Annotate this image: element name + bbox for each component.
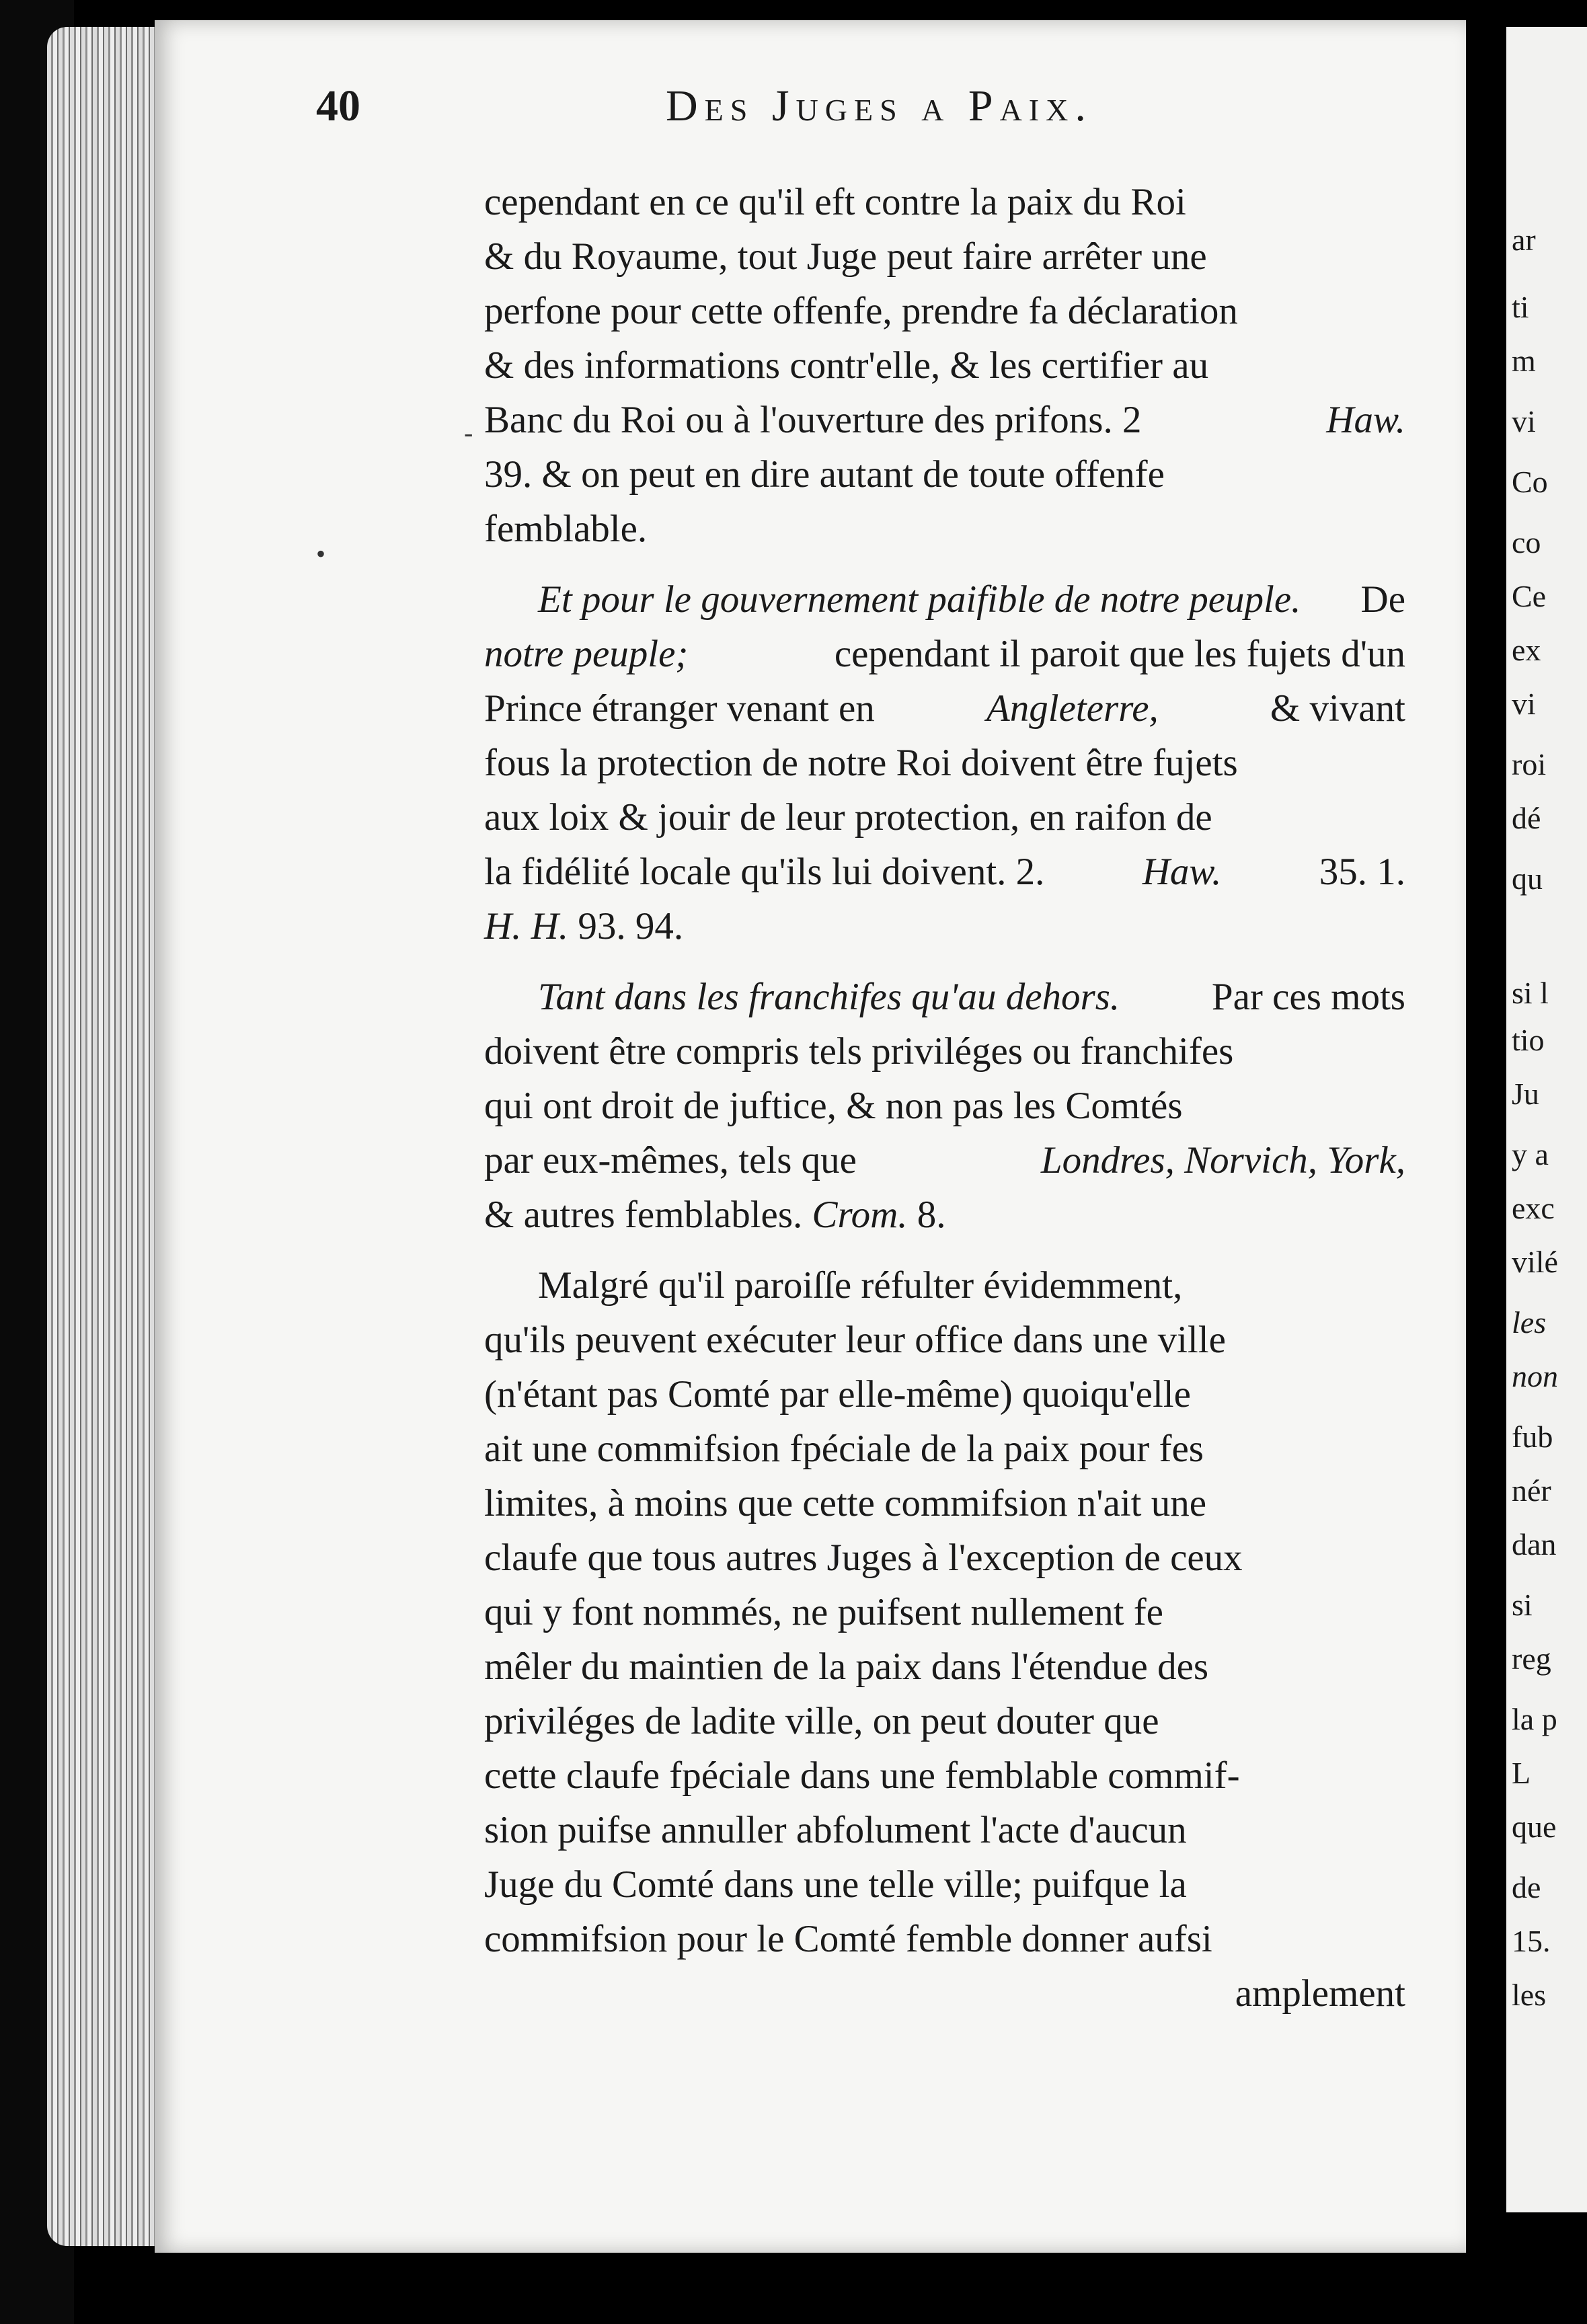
facing-page-fragment: exc xyxy=(1512,1191,1555,1225)
text-segment: par eux-mêmes, tels que xyxy=(484,1139,867,1182)
text-segment: & autres femblables. xyxy=(484,1194,812,1236)
facing-page-fragment: vilé xyxy=(1512,1245,1558,1279)
paragraph-gap xyxy=(484,556,1405,572)
body-text xyxy=(484,175,1405,2021)
facing-page-fragment: de xyxy=(1512,1870,1541,1904)
text-segment: commifsion pour le Comté femble donner aufsi xyxy=(484,1918,1212,1960)
text-segment: sion puifse annuller abfolument l'acte d'aucun xyxy=(484,1809,1187,1851)
text-line xyxy=(484,970,1405,1024)
facing-page-fragment: Ju xyxy=(1512,1077,1539,1111)
text-line xyxy=(484,1748,1405,1803)
italic-segment: Haw. xyxy=(1326,399,1405,441)
page-number: 40 xyxy=(316,81,360,130)
text-line xyxy=(484,229,1405,284)
text-line xyxy=(484,1531,1405,1585)
text-line xyxy=(484,845,1405,899)
facing-page-fragment: dan xyxy=(1512,1527,1557,1561)
text-line xyxy=(484,502,1405,556)
margin-mark: - xyxy=(464,418,473,448)
text-line xyxy=(484,1694,1405,1748)
facing-page-fragment: vi xyxy=(1512,687,1536,721)
facing-page-fragment: ar xyxy=(1512,223,1536,257)
text-segment: claufe que tous autres Juges à l'exception de ceux xyxy=(484,1537,1243,1579)
facing-page-fragment: 15. xyxy=(1512,1924,1551,1958)
facing-page-fragment: qu xyxy=(1512,861,1543,896)
text-line xyxy=(484,1966,1405,2021)
text-segment: cependant en ce qu'il eft contre la paix du Roi xyxy=(484,181,1186,223)
text-segment: Par ces mots xyxy=(1202,976,1405,1018)
facing-page-fragment: que xyxy=(1512,1810,1557,1844)
italic-segment: Londres, Norvich, York, xyxy=(1040,1139,1405,1182)
text-segment: qui ont droit de juftice, & non pas les Comtés xyxy=(484,1085,1183,1127)
text-segment: 39. & on peut en dire autant de toute offenfe xyxy=(484,453,1165,496)
facing-page-fragment: les xyxy=(1512,1978,1547,2012)
text-line xyxy=(484,393,1405,447)
text-segment: & des informations contr'elle, & les certifier au xyxy=(484,344,1209,387)
paragraph-gap xyxy=(484,1242,1405,1258)
text-segment: (n'étant pas Comté par elle-même) quoiqu'elle xyxy=(484,1373,1191,1416)
text-segment: cependant il paroit que les fujets d'un xyxy=(824,633,1405,675)
text-line xyxy=(484,1188,1405,1242)
facing-page-fragment: dé xyxy=(1512,801,1541,835)
text-line xyxy=(484,284,1405,338)
text-segment: priviléges de ladite ville, on peut douter que xyxy=(484,1700,1159,1742)
italic-segment: Et pour le gouvernement paifible de notre peuple. xyxy=(538,578,1301,621)
italic-segment: notre peuple; xyxy=(484,633,689,675)
text-segment: femblable. xyxy=(484,508,648,550)
text-line xyxy=(484,1258,1405,1313)
text-segment: qu'ils peuvent exécuter leur office dans une ville xyxy=(484,1319,1226,1361)
text-segment: aux loix & jouir de leur protection, en raifon de xyxy=(484,796,1212,839)
facing-page-fragment: la p xyxy=(1512,1702,1557,1736)
facing-page-fragment: Ce xyxy=(1512,579,1547,613)
text-segment: 35. 1. xyxy=(1309,851,1405,893)
text-line xyxy=(484,1313,1405,1367)
italic-segment: Angleterre, xyxy=(986,687,1159,730)
text-segment: la fidélité locale qu'ils lui doivent. 2. xyxy=(484,851,1054,893)
running-title: Des Juges a Paix. xyxy=(666,81,1093,130)
text-line xyxy=(484,627,1405,681)
text-line xyxy=(484,1803,1405,1857)
text-segment: & vivant xyxy=(1260,687,1405,730)
text-segment: & du Royaume, tout Juge peut faire arrêter une xyxy=(484,235,1207,278)
text-segment: De xyxy=(1351,578,1405,621)
facing-page-fragment: ti xyxy=(1512,290,1529,324)
text-line xyxy=(484,338,1405,393)
facing-page-fragment: fub xyxy=(1512,1420,1553,1454)
facing-page-fragment: y a xyxy=(1512,1137,1549,1171)
paragraph-gap xyxy=(484,954,1405,970)
facing-page-edge xyxy=(1506,27,1587,2212)
italic-segment: H. H. xyxy=(484,905,569,947)
text-line xyxy=(484,1912,1405,1966)
text-segment: perfone pour cette offenfe, prendre fa déclaration xyxy=(484,290,1238,332)
text-line xyxy=(484,1133,1405,1188)
text-line xyxy=(484,1079,1405,1133)
text-segment: Prince étranger venant en xyxy=(484,687,885,730)
italic-segment: Haw. xyxy=(1142,851,1222,893)
facing-page-fragment: si xyxy=(1512,1588,1533,1622)
margin-dot: • xyxy=(316,539,326,569)
text-segment: Malgré qu'il paroiſſe réfulter évidemment, xyxy=(538,1264,1183,1307)
text-line xyxy=(484,1639,1405,1694)
text-line xyxy=(484,790,1405,845)
text-segment: cette claufe fpéciale dans une femblable commif- xyxy=(484,1754,1240,1797)
text-line xyxy=(484,1024,1405,1079)
page-header xyxy=(316,81,1237,134)
text-segment: ait une commifsion fpéciale de la paix pour fes xyxy=(484,1428,1204,1470)
text-line xyxy=(484,1476,1405,1531)
text-segment: 93. 94. xyxy=(568,905,684,947)
facing-page-fragment: co xyxy=(1512,525,1541,559)
text-line xyxy=(484,736,1405,790)
facing-page-fragment: m xyxy=(1512,344,1536,378)
text-segment: limites, à moins que cette commifsion n'ait une xyxy=(484,1482,1207,1524)
text-segment: Banc du Roi ou à l'ouverture des prifons. 2 xyxy=(484,399,1151,441)
text-line xyxy=(484,1585,1405,1639)
text-line xyxy=(484,1422,1405,1476)
text-segment: Juge du Comté dans une telle ville; puifque la xyxy=(484,1863,1187,1906)
text-line xyxy=(484,175,1405,229)
facing-page-fragment: reg xyxy=(1512,1641,1551,1676)
text-line xyxy=(484,1857,1405,1912)
text-line xyxy=(484,1367,1405,1422)
facing-page-fragment: Co xyxy=(1512,465,1548,499)
text-segment: 8. xyxy=(907,1194,946,1236)
facing-page-fragment: non xyxy=(1512,1359,1558,1393)
italic-segment: Tant dans les franchifes qu'au dehors. xyxy=(538,976,1120,1018)
facing-page-fragment: ex xyxy=(1512,633,1541,667)
text-line xyxy=(484,572,1405,627)
text-segment: fous la protection de notre Roi doivent être fujets xyxy=(484,742,1238,784)
text-line xyxy=(484,681,1405,736)
text-segment: qui y font nommés, ne puifsent nullement fe xyxy=(484,1591,1163,1633)
text-line xyxy=(484,899,1405,954)
italic-segment: Crom. xyxy=(812,1194,908,1236)
text-segment: amplement xyxy=(1235,1972,1405,2015)
facing-page-fragment: roi xyxy=(1512,747,1547,781)
facing-page-fragment: les xyxy=(1512,1305,1547,1340)
facing-page-fragment: tio xyxy=(1512,1023,1545,1057)
text-segment: doivent être compris tels priviléges ou franchifes xyxy=(484,1030,1234,1073)
facing-page-fragment: si l xyxy=(1512,976,1549,1010)
facing-page-fragment: vi xyxy=(1512,404,1536,438)
text-segment: mêler du maintien de la paix dans l'étendue des xyxy=(484,1645,1209,1688)
text-line xyxy=(484,447,1405,502)
facing-page-fragment: nér xyxy=(1512,1473,1551,1508)
facing-page-fragment: L xyxy=(1512,1756,1531,1790)
